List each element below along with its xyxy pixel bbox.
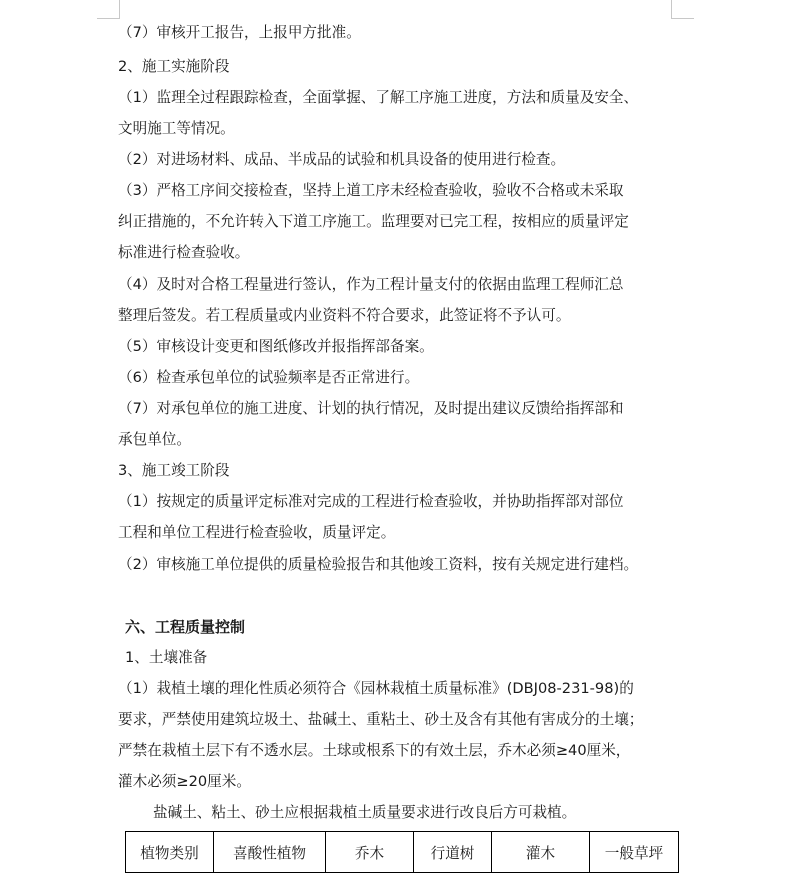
paragraph-line: （2）审核施工单位提供的质量检验报告和其他竣工资料，按有关规定进行建档。 xyxy=(118,556,639,573)
paragraph-line: （1）栽植土壤的理化性质必须符合《园林栽植土质量标准》(DBJ08-231-98)的 xyxy=(118,680,634,697)
paragraph-line: （4）及时对合格工程量进行签认，作为工程计量支付的依据由监理工程师汇总 xyxy=(118,276,624,293)
table-header-cell: 乔木 xyxy=(326,832,414,873)
table-header-row xyxy=(126,832,679,873)
paragraph-line: 标准进行检查验收。 xyxy=(118,244,250,261)
phase-heading: 2、施工实施阶段 xyxy=(118,58,230,75)
paragraph-line: （5）审核设计变更和图纸修改并报指挥部备案。 xyxy=(118,338,434,355)
table-header-cell: 一般草坪 xyxy=(590,832,679,873)
paragraph-line: （7）对承包单位的施工进度、计划的执行情况，及时提出建议反馈给指挥部和 xyxy=(118,400,624,417)
paragraph-line: （3）严格工序间交接检查，坚持上道工序未经检查验收，验收不合格或未采取 xyxy=(118,182,624,199)
table-header-cell: 植物类别 xyxy=(126,832,214,873)
paragraph-line: 纠正措施的，不允许转入下道工序施工。监理要对已完工程，按相应的质量评定 xyxy=(118,213,629,230)
paragraph-line: 整理后签发。若工程质量或内业资料不符合要求，此签证将不予认可。 xyxy=(118,307,571,324)
paragraph-line: 文明施工等情况。 xyxy=(118,120,235,137)
table-header-cell: 行道树 xyxy=(414,832,492,873)
paragraph-line: （7）审核开工报告，上报甲方批准。 xyxy=(118,24,361,41)
table-header-cell: 灌木 xyxy=(492,832,590,873)
paragraph-line: 灌木必须≥20厘米。 xyxy=(118,773,251,790)
paragraph-line: 工程和单位工程进行检查验收，质量评定。 xyxy=(118,524,396,541)
paragraph-line: （1）监理全过程跟踪检查，全面掌握、了解工序施工进度，方法和质量及安全、 xyxy=(118,89,639,106)
soil-requirement-table xyxy=(125,831,679,873)
table-header-cell: 喜酸性植物 xyxy=(214,832,326,873)
paragraph-line: 要求，严禁使用建筑垃圾土、盐碱土、重粘土、砂土及含有其他有害成分的土壤； xyxy=(118,711,644,728)
phase-heading: 3、施工竣工阶段 xyxy=(118,462,230,479)
paragraph-line: （6）检查承包单位的试验频率是否正常进行。 xyxy=(118,369,420,386)
paragraph-line: 严禁在栽植土层下有不透水层。土球或根系下的有效土层，乔木必须≥40厘米， xyxy=(118,742,631,759)
paragraph-line: 承包单位。 xyxy=(118,431,191,448)
indented-paragraph: 盐碱土、粘土、砂土应根据栽植土质量要求进行改良后方可栽植。 xyxy=(153,804,577,821)
paragraph-line: （2）对进场材料、成品、半成品的试验和机具设备的使用进行检查。 xyxy=(118,151,566,168)
crop-mark-left xyxy=(97,0,120,19)
section-heading: 六、工程质量控制 xyxy=(125,618,246,636)
subsection-heading: 1、土壤准备 xyxy=(125,649,208,666)
crop-mark-right xyxy=(671,0,694,19)
paragraph-line: （1）按规定的质量评定标准对完成的工程进行检查验收，并协助指挥部对部位 xyxy=(118,493,624,510)
